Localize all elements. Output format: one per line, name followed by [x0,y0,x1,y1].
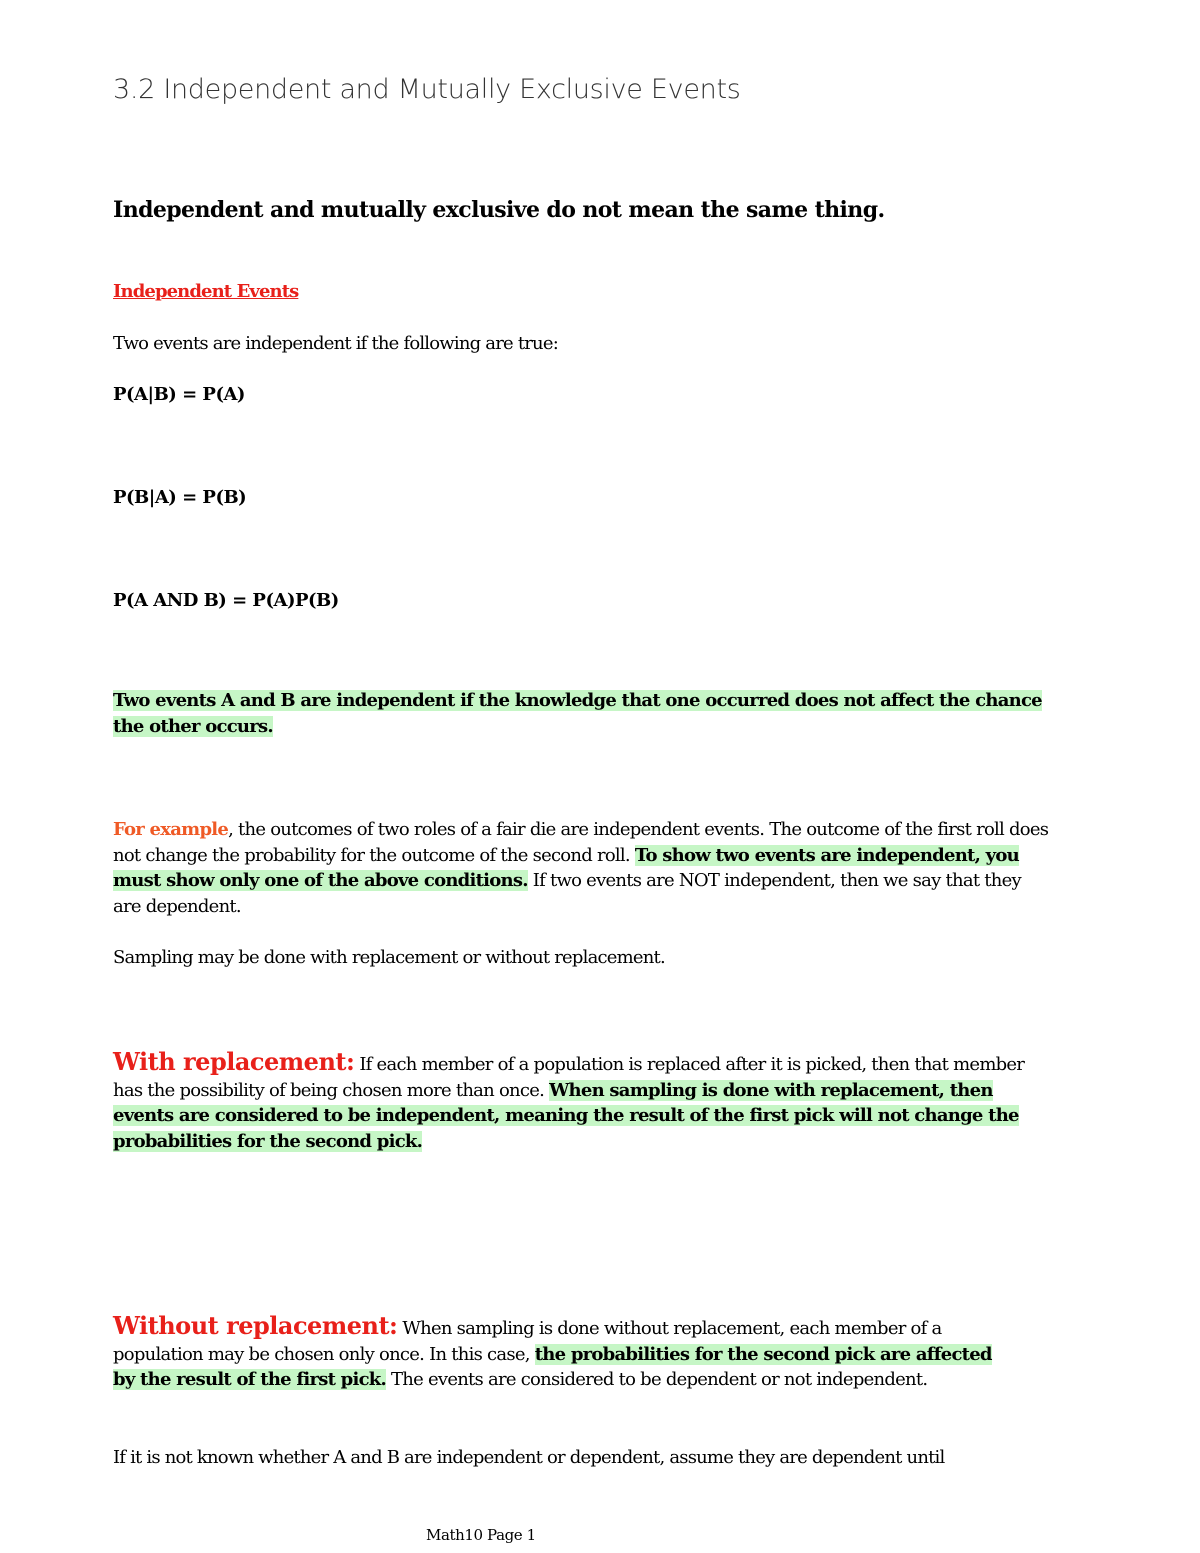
formula-2: P(B|A) = P(B) [113,487,247,508]
example-text-1: , the outcomes of two roles of a fair die are independent events. The outcome of the first roll does not change the probability for the outcome of the second roll. [113,819,1049,866]
formula-1: P(A|B) = P(A) [113,384,245,405]
last-line: If it is not known whether A and B are independent or dependent, assume they are dependent until [113,1447,945,1468]
example-paragraph [113,817,1053,920]
with-replacement-text: If each member of a population is replaced after it is picked, then that member has the possibility of being chosen more than once. [113,1054,1025,1101]
subtitle: Independent and mutually exclusive do not mean the same thing. [113,197,885,223]
definition-paragraph [113,688,1043,739]
sampling-text: Sampling may be done with replacement or without replacement. [113,947,665,968]
with-replacement-label: With replacement: [113,1047,355,1076]
without-replacement-paragraph [113,1313,1013,1393]
without-replacement-text-1: When sampling is done without replacement, each member of a population may be chosen only once. In this case, [113,1318,942,1365]
page-title: 3.2 Independent and Mutually Exclusive Events [113,74,741,105]
definition-highlight: Two events A and B are independent if the knowledge that one occurred does not affect the chance the other occurs. [113,690,1042,737]
without-replacement-text-2: The events are considered to be dependent or not independent. [386,1369,928,1391]
without-replacement-label: Without replacement: [113,1311,398,1340]
without-replacement-highlight: the probabilities for the second pick are affected by the result of the first pick. [113,1343,992,1391]
section-heading: Independent Events [113,281,299,302]
with-replacement-paragraph [113,1049,1033,1155]
example-text-2: If two events are NOT independent, then we say that they are dependent. [113,870,1021,918]
example-highlight: To show two events are independent, you must show only one of the above conditions. [113,844,1019,892]
formula-3: P(A AND B) = P(A)P(B) [113,590,339,611]
with-replacement-highlight: When sampling is done with replacement, then events are considered to be independent, meaning the result of the first pick will not change the probabilities for the second pick. [113,1079,1019,1153]
example-lead: For example [113,819,229,840]
intro-text: Two events are independent if the following are true: [113,333,558,354]
page-footer: Math10 Page 1 [426,1526,536,1544]
